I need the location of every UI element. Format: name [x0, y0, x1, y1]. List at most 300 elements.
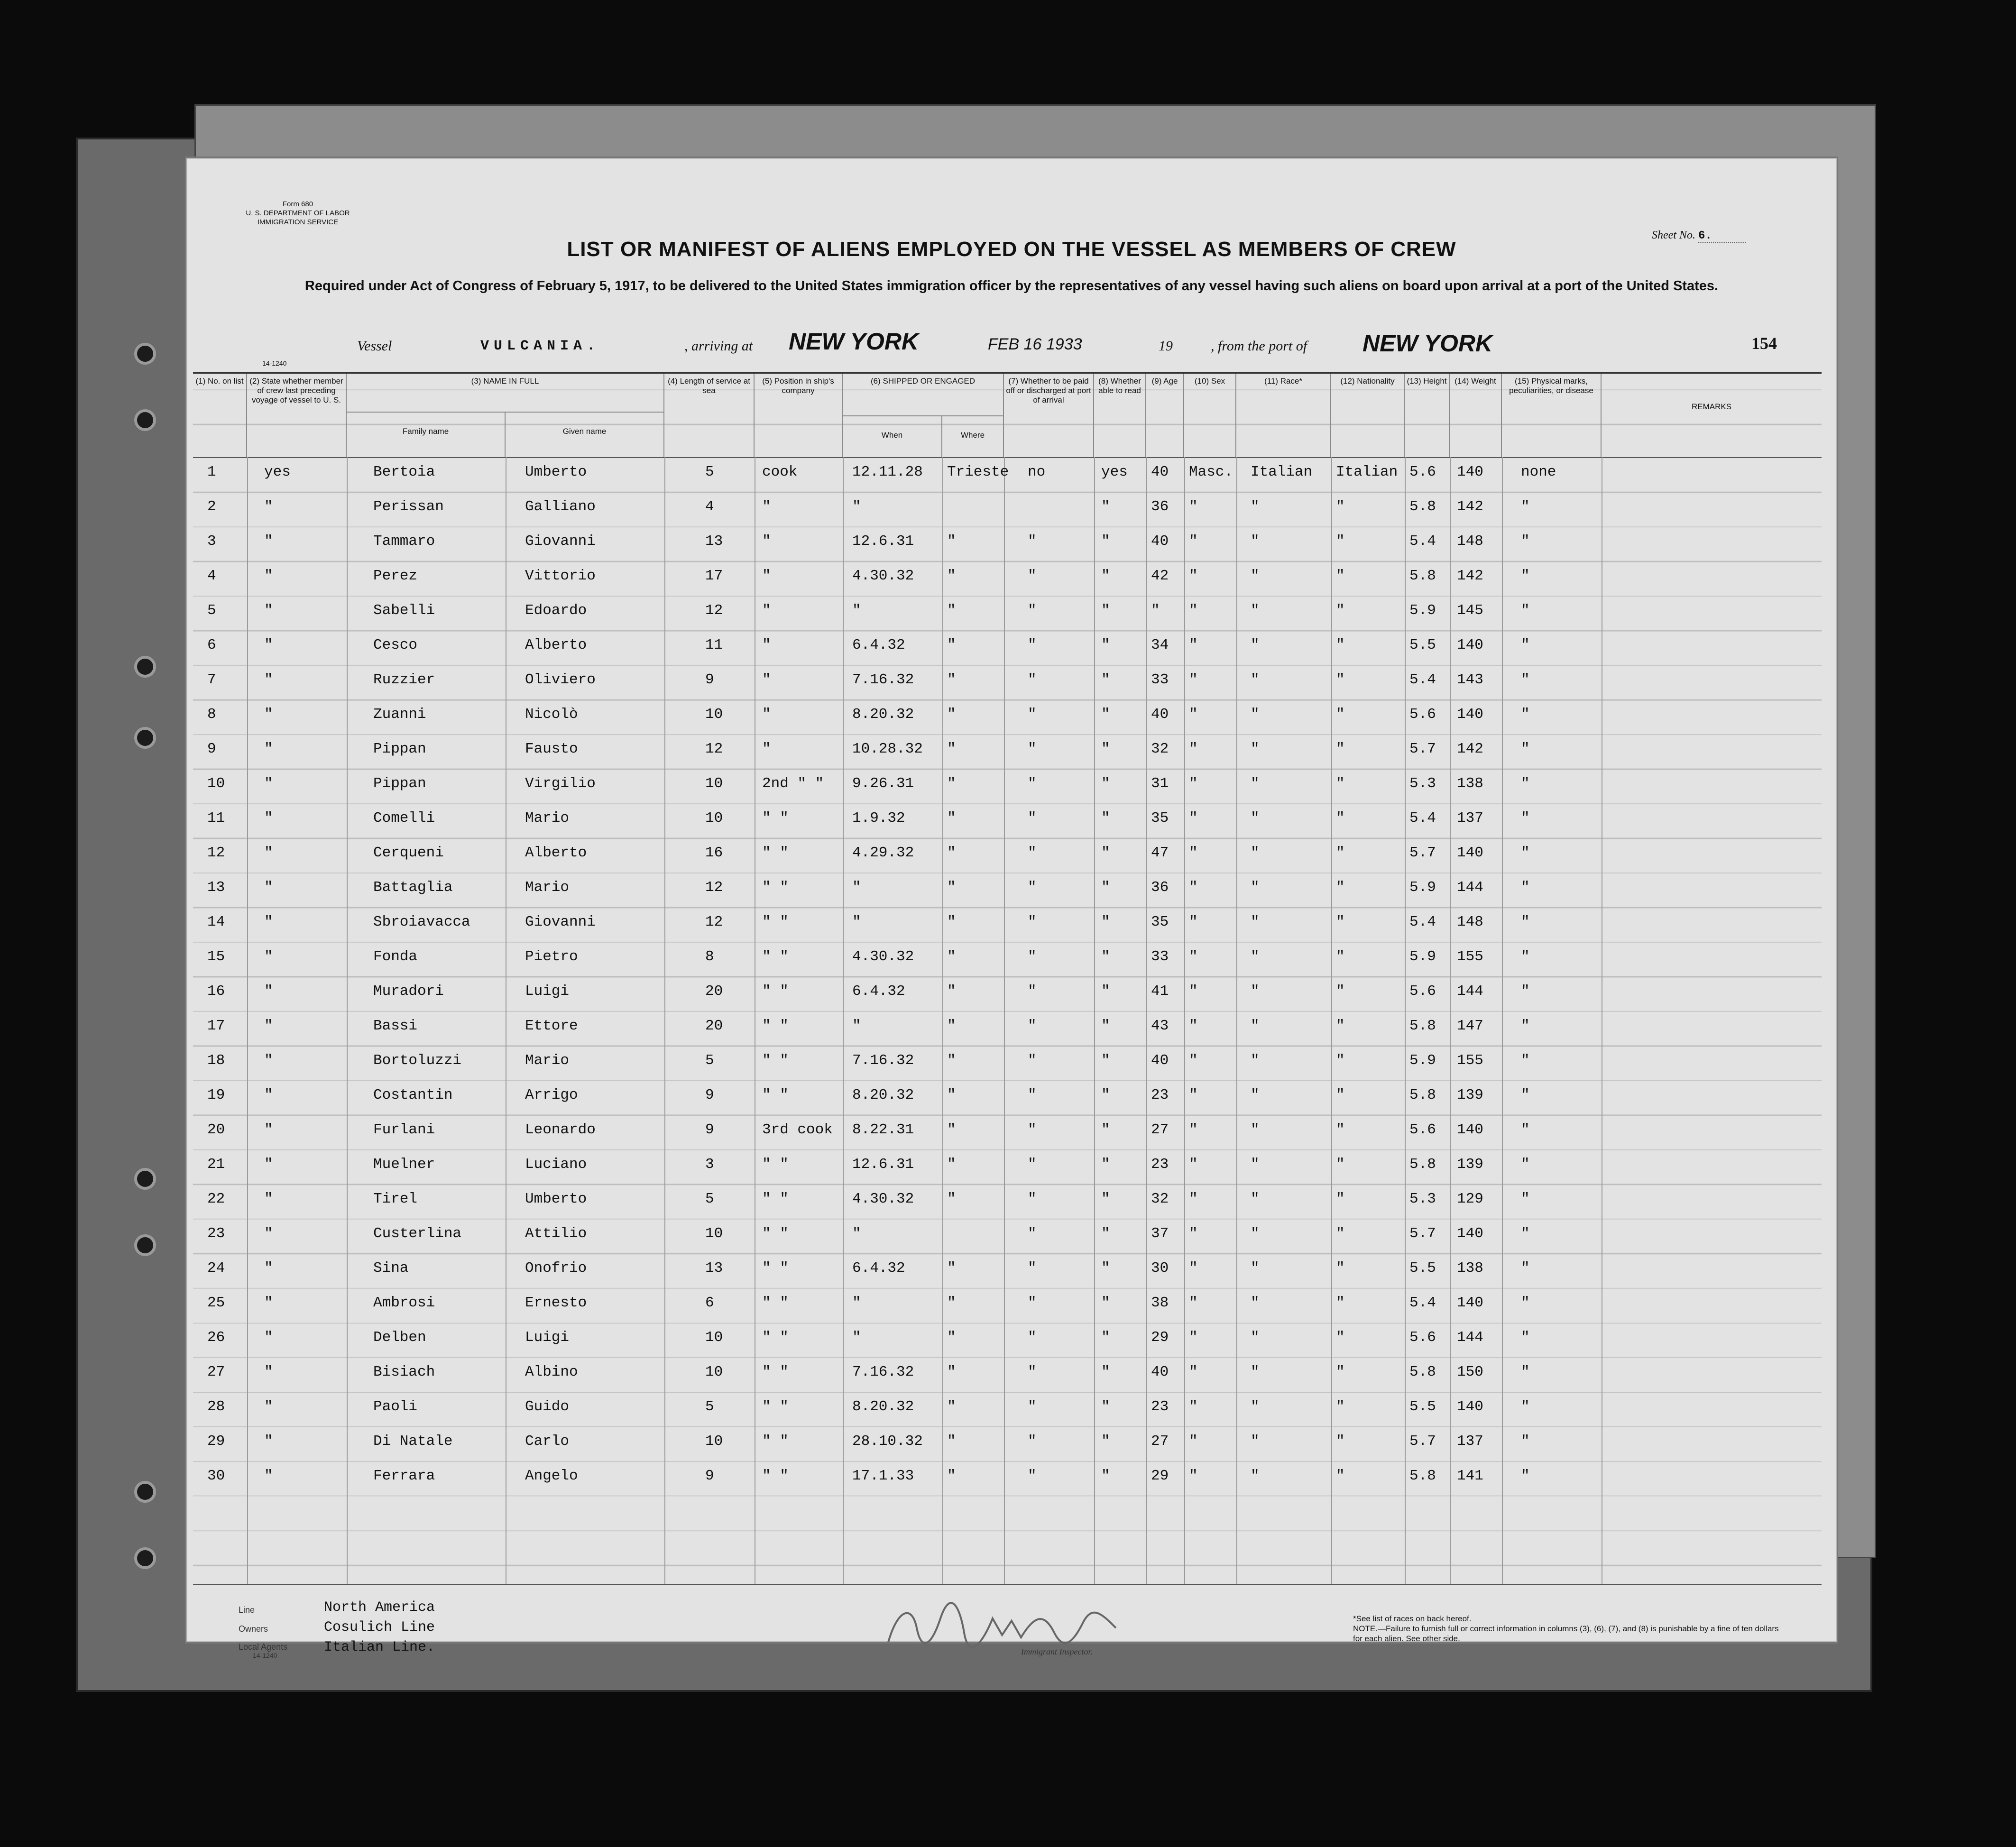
- sex-cell: ": [1189, 568, 1198, 584]
- column-header-nationality: (12) Nationality: [1331, 374, 1405, 457]
- able-to-read-cell: ": [1101, 1087, 1110, 1103]
- paid-off-cell: ": [1028, 914, 1037, 930]
- sex-cell: Masc.: [1189, 464, 1234, 480]
- table-row: [193, 908, 1822, 943]
- age-cell: 31: [1151, 775, 1169, 792]
- age-cell: 34: [1151, 637, 1169, 653]
- position-cell: " ": [762, 1156, 789, 1173]
- nationality-cell: ": [1336, 1052, 1345, 1069]
- shipped-when-cell: 1.9.32: [852, 810, 905, 827]
- previous-voyage-cell: ": [264, 533, 273, 550]
- table-row: [193, 1116, 1822, 1150]
- given-name-cell: Luciano: [525, 1156, 587, 1173]
- previous-voyage-cell: ": [264, 1018, 273, 1034]
- nationality-cell: ": [1336, 533, 1345, 550]
- family-name-cell: Pippan: [373, 775, 426, 792]
- column-header-family-name: Family name: [347, 412, 506, 457]
- family-name-cell: Sina: [373, 1260, 409, 1277]
- weight-cell: 142: [1457, 568, 1483, 584]
- able-to-read-cell: ": [1101, 533, 1110, 550]
- previous-voyage-cell: ": [264, 845, 273, 861]
- nationality-cell: Italian: [1336, 464, 1398, 480]
- service-length-cell: 6: [705, 1295, 714, 1311]
- weight-cell: 140: [1457, 1225, 1483, 1242]
- race-cell: ": [1251, 1156, 1260, 1173]
- able-to-read-cell: ": [1101, 568, 1110, 584]
- punch-hole: [134, 1168, 156, 1190]
- position-cell: " ": [762, 1364, 789, 1380]
- shipped-where-cell: ": [947, 1052, 956, 1069]
- height-cell: 5.6: [1409, 1121, 1436, 1138]
- paid-off-cell: ": [1028, 948, 1037, 965]
- table-row: [193, 770, 1822, 804]
- paid-off-cell: ": [1028, 845, 1037, 861]
- form-header: [243, 200, 352, 227]
- table-row: [193, 873, 1822, 908]
- nationality-cell: ": [1336, 1433, 1345, 1450]
- age-cell: ": [1151, 602, 1160, 619]
- age-cell: 43: [1151, 1018, 1169, 1034]
- age-cell: 33: [1151, 948, 1169, 965]
- nationality-cell: ": [1336, 1121, 1345, 1138]
- physical-marks-cell: ": [1521, 671, 1530, 688]
- nationality-cell: ": [1336, 671, 1345, 688]
- given-name-cell: Guido: [525, 1398, 570, 1415]
- position-cell: " ": [762, 845, 789, 861]
- shipped-where-cell: ": [947, 671, 956, 688]
- weight-cell: 150: [1457, 1364, 1483, 1380]
- sex-cell: ": [1189, 533, 1198, 550]
- able-to-read-cell: ": [1101, 498, 1110, 515]
- family-name-cell: Ambrosi: [373, 1295, 435, 1311]
- shipped-when-cell: 4.30.32: [852, 1191, 914, 1207]
- weight-cell: 140: [1457, 1295, 1483, 1311]
- height-cell: 5.5: [1409, 1260, 1436, 1277]
- physical-marks-cell: ": [1521, 1121, 1530, 1138]
- shipped-when-cell: 9.26.31: [852, 775, 914, 792]
- race-cell: ": [1251, 671, 1260, 688]
- weight-cell: 143: [1457, 671, 1483, 688]
- vessel-name: VULCANIA.: [480, 338, 600, 354]
- sex-cell: ": [1189, 1052, 1198, 1069]
- height-cell: 5.7: [1409, 741, 1436, 757]
- position-cell: " ": [762, 1468, 789, 1484]
- paid-off-cell: ": [1028, 1260, 1037, 1277]
- height-cell: 5.8: [1409, 1468, 1436, 1484]
- able-to-read-cell: ": [1101, 1468, 1110, 1484]
- local-agents-value: Italian Line.: [324, 1639, 435, 1655]
- age-cell: 29: [1151, 1329, 1169, 1346]
- table-row: [193, 1220, 1822, 1254]
- nationality-cell: ": [1336, 810, 1345, 827]
- shipped-where-cell: ": [947, 1433, 956, 1450]
- position-cell: ": [762, 498, 771, 515]
- weight-cell: 129: [1457, 1191, 1483, 1207]
- row-number: 21: [207, 1156, 225, 1173]
- sheet-number-value: 6.: [1698, 230, 1746, 243]
- nationality-cell: ": [1336, 706, 1345, 723]
- sex-cell: ": [1189, 879, 1198, 896]
- row-number: 11: [207, 810, 225, 827]
- position-cell: " ": [762, 948, 789, 965]
- nationality-cell: ": [1336, 1398, 1345, 1415]
- shipped-where-cell: ": [947, 1398, 956, 1415]
- race-cell: ": [1251, 1087, 1260, 1103]
- service-length-cell: 13: [705, 1260, 723, 1277]
- shipped-when-cell: 12.6.31: [852, 533, 914, 550]
- height-cell: 5.6: [1409, 706, 1436, 723]
- shipped-where-cell: ": [947, 1156, 956, 1173]
- nationality-cell: ": [1336, 775, 1345, 792]
- service-length-cell: 9: [705, 1468, 714, 1484]
- sex-cell: ": [1189, 1156, 1198, 1173]
- row-number: 20: [207, 1121, 225, 1138]
- sex-cell: ": [1189, 845, 1198, 861]
- from-port-label: , from the port of: [1211, 338, 1307, 354]
- shipped-where-cell: ": [947, 568, 956, 584]
- service-length-cell: 10: [705, 775, 723, 792]
- weight-cell: 140: [1457, 845, 1483, 861]
- previous-voyage-cell: ": [264, 879, 273, 896]
- race-cell: ": [1251, 983, 1260, 1000]
- shipped-where-cell: ": [947, 914, 956, 930]
- previous-voyage-cell: ": [264, 706, 273, 723]
- age-cell: 40: [1151, 464, 1169, 480]
- race-cell: ": [1251, 1260, 1260, 1277]
- column-header-able-to-read: (8) Whether able to read: [1094, 374, 1146, 457]
- column-header-length-of-service: (4) Length of service at sea: [664, 374, 755, 457]
- column-header-remarks: REMARKS: [1691, 402, 1732, 411]
- height-cell: 5.5: [1409, 637, 1436, 653]
- given-name-cell: Ernesto: [525, 1295, 587, 1311]
- position-cell: ": [762, 741, 771, 757]
- given-name-cell: Vittorio: [525, 568, 596, 584]
- able-to-read-cell: ": [1101, 983, 1110, 1000]
- service-length-cell: 10: [705, 810, 723, 827]
- shipped-where-cell: ": [947, 879, 956, 896]
- position-cell: ": [762, 568, 771, 584]
- position-cell: ": [762, 671, 771, 688]
- race-cell: ": [1251, 1121, 1260, 1138]
- physical-marks-cell: ": [1521, 810, 1530, 827]
- column-header-previous-voyage: (2) State whether member of crew last preceding voyage of vessel to U. S.: [247, 374, 347, 457]
- shipped-where-cell: ": [947, 810, 956, 827]
- weight-cell: 144: [1457, 879, 1483, 896]
- family-name-cell: Cerqueni: [373, 845, 444, 861]
- service-length-cell: 9: [705, 1087, 714, 1103]
- given-name-cell: Umberto: [525, 1191, 587, 1207]
- position-cell: 3rd cook: [762, 1121, 833, 1138]
- paid-off-cell: ": [1028, 1364, 1037, 1380]
- able-to-read-cell: ": [1101, 1260, 1110, 1277]
- column-header-where: Where: [942, 415, 1004, 457]
- row-number: 27: [207, 1364, 225, 1380]
- shipped-when-cell: ": [852, 1295, 861, 1311]
- nationality-cell: ": [1336, 1225, 1345, 1242]
- service-length-cell: 9: [705, 1121, 714, 1138]
- nationality-cell: ": [1336, 1295, 1345, 1311]
- sex-cell: ": [1189, 671, 1198, 688]
- height-cell: 5.3: [1409, 1191, 1436, 1207]
- column-header-age: (9) Age: [1146, 374, 1184, 457]
- age-cell: 23: [1151, 1398, 1169, 1415]
- family-name-cell: Di Natale: [373, 1433, 453, 1450]
- line-label: Line: [239, 1605, 255, 1615]
- shipped-where-cell: ": [947, 1191, 956, 1207]
- family-name-cell: Paoli: [373, 1398, 418, 1415]
- arrival-date-stamp: FEB 16 1933: [988, 335, 1082, 353]
- able-to-read-cell: ": [1101, 1433, 1110, 1450]
- nationality-cell: ": [1336, 1364, 1345, 1380]
- nationality-cell: ": [1336, 602, 1345, 619]
- race-cell: ": [1251, 810, 1260, 827]
- able-to-read-cell: ": [1101, 810, 1110, 827]
- row-number: 10: [207, 775, 225, 792]
- able-to-read-cell: ": [1101, 845, 1110, 861]
- family-name-cell: Furlani: [373, 1121, 435, 1138]
- weight-cell: 137: [1457, 1433, 1483, 1450]
- given-name-cell: Giovanni: [525, 533, 596, 550]
- physical-marks-cell: ": [1521, 602, 1530, 619]
- race-cell: ": [1251, 775, 1260, 792]
- family-name-cell: Bortoluzzi: [373, 1052, 462, 1069]
- paid-off-cell: ": [1028, 1398, 1037, 1415]
- previous-voyage-cell: ": [264, 1398, 273, 1415]
- sex-cell: ": [1189, 914, 1198, 930]
- family-name-cell: Bertoia: [373, 464, 435, 480]
- column-header-physical-marks: (15) Physical marks, peculiarities, or disease: [1502, 374, 1602, 457]
- table-row: [193, 839, 1822, 873]
- family-name-cell: Bisiach: [373, 1364, 435, 1380]
- physical-marks-cell: ": [1521, 1052, 1530, 1069]
- age-cell: 35: [1151, 810, 1169, 827]
- column-header-weight: (14) Weight: [1450, 374, 1502, 457]
- service-length-cell: 9: [705, 671, 714, 688]
- weight-cell: 144: [1457, 1329, 1483, 1346]
- punch-hole: [134, 727, 156, 749]
- from-port: NEW YORK: [1362, 330, 1493, 357]
- paid-off-cell: ": [1028, 1433, 1037, 1450]
- height-cell: 5.8: [1409, 1156, 1436, 1173]
- shipped-when-cell: 8.20.32: [852, 706, 914, 723]
- manifest-footer: [186, 1595, 1837, 1659]
- shipped-when-cell: 7.16.32: [852, 1364, 914, 1380]
- table-row: [193, 1323, 1822, 1358]
- shipped-where-cell: ": [947, 948, 956, 965]
- height-cell: 5.4: [1409, 914, 1436, 930]
- service-length-cell: 10: [705, 1225, 723, 1242]
- position-cell: ": [762, 637, 771, 653]
- sex-cell: ": [1189, 1364, 1198, 1380]
- previous-voyage-cell: ": [264, 983, 273, 1000]
- able-to-read-cell: ": [1101, 1225, 1110, 1242]
- shipped-where-cell: ": [947, 1087, 956, 1103]
- owners-value: Cosulich Line: [324, 1619, 435, 1636]
- table-row: [193, 1358, 1822, 1393]
- manifest-sheet: [185, 156, 1838, 1659]
- height-cell: 5.8: [1409, 1018, 1436, 1034]
- race-cell: ": [1251, 914, 1260, 930]
- age-cell: 23: [1151, 1087, 1169, 1103]
- shipped-when-cell: 8.20.32: [852, 1398, 914, 1415]
- previous-voyage-cell: ": [264, 1433, 273, 1450]
- race-cell: ": [1251, 1018, 1260, 1034]
- paid-off-cell: ": [1028, 1121, 1037, 1138]
- family-name-cell: Cesco: [373, 637, 418, 653]
- paid-off-cell: ": [1028, 671, 1037, 688]
- paid-off-cell: no: [1028, 464, 1046, 480]
- race-cell: ": [1251, 1364, 1260, 1380]
- document-title: LIST OR MANIFEST OF ALIENS EMPLOYED ON THE VESSEL AS MEMBERS OF CREW: [567, 238, 1456, 261]
- age-cell: 35: [1151, 914, 1169, 930]
- able-to-read-cell: yes: [1101, 464, 1128, 480]
- shipped-where-cell: ": [947, 845, 956, 861]
- weight-cell: 148: [1457, 914, 1483, 930]
- weight-cell: 140: [1457, 637, 1483, 653]
- sex-cell: ": [1189, 1295, 1198, 1311]
- paid-off-cell: ": [1028, 741, 1037, 757]
- family-name-cell: Bassi: [373, 1018, 418, 1034]
- service-length-cell: 10: [705, 1364, 723, 1380]
- table-row: [193, 1254, 1822, 1289]
- position-cell: " ": [762, 810, 789, 827]
- shipped-when-cell: 12.11.28: [852, 464, 923, 480]
- service-length-cell: 20: [705, 983, 723, 1000]
- position-cell: " ": [762, 1225, 789, 1242]
- row-number: 1: [207, 464, 216, 480]
- height-cell: 5.7: [1409, 845, 1436, 861]
- given-name-cell: Luigi: [525, 1329, 570, 1346]
- age-cell: 40: [1151, 1052, 1169, 1069]
- form-number: Form 680: [282, 200, 313, 208]
- given-name-cell: Albino: [525, 1364, 578, 1380]
- physical-marks-cell: ": [1521, 1260, 1530, 1277]
- position-cell: " ": [762, 983, 789, 1000]
- nationality-cell: ": [1336, 1087, 1345, 1103]
- row-number: 19: [207, 1087, 225, 1103]
- height-cell: 5.6: [1409, 1329, 1436, 1346]
- physical-marks-cell: ": [1521, 498, 1530, 515]
- row-number: 28: [207, 1398, 225, 1415]
- physical-marks-cell: ": [1521, 1433, 1530, 1450]
- column-header-sex: (10) Sex: [1184, 374, 1236, 457]
- row-number: 13: [207, 879, 225, 896]
- able-to-read-cell: ": [1101, 706, 1110, 723]
- previous-voyage-cell: yes: [264, 464, 291, 480]
- given-name-cell: Nicolò: [525, 706, 578, 723]
- nationality-cell: ": [1336, 1156, 1345, 1173]
- sheet-number-label: Sheet No.: [1652, 229, 1695, 241]
- race-cell: ": [1251, 706, 1260, 723]
- height-cell: 5.9: [1409, 879, 1436, 896]
- previous-voyage-cell: ": [264, 1295, 273, 1311]
- shipped-when-cell: 6.4.32: [852, 1260, 905, 1277]
- previous-voyage-cell: ": [264, 1468, 273, 1484]
- shipped-where-cell: ": [947, 1121, 956, 1138]
- table-row: [193, 527, 1822, 562]
- shipped-where-cell: ": [947, 637, 956, 653]
- row-number: 6: [207, 637, 216, 653]
- able-to-read-cell: ": [1101, 1295, 1110, 1311]
- sex-cell: ": [1189, 602, 1198, 619]
- family-name-cell: Pippan: [373, 741, 426, 757]
- physical-marks-cell: ": [1521, 948, 1530, 965]
- physical-marks-cell: ": [1521, 568, 1530, 584]
- shipped-when-cell: 7.16.32: [852, 671, 914, 688]
- nationality-cell: ": [1336, 1260, 1345, 1277]
- previous-voyage-cell: ": [264, 1225, 273, 1242]
- physical-marks-cell: ": [1521, 706, 1530, 723]
- age-cell: 40: [1151, 533, 1169, 550]
- able-to-read-cell: ": [1101, 775, 1110, 792]
- line-value: North America: [324, 1599, 435, 1616]
- shipped-when-cell: 6.4.32: [852, 637, 905, 653]
- physical-marks-cell: ": [1521, 879, 1530, 896]
- table-row: [193, 1289, 1822, 1323]
- shipped-where-cell: ": [947, 533, 956, 550]
- shipped-where-cell: ": [947, 1018, 956, 1034]
- column-header-position: (5) Position in ship's company: [755, 374, 843, 457]
- service-length-cell: 10: [705, 1433, 723, 1450]
- shipped-when-cell: 12.6.31: [852, 1156, 914, 1173]
- weight-cell: 138: [1457, 775, 1483, 792]
- race-cell: ": [1251, 741, 1260, 757]
- column-header-paid-off: (7) Whether to be paid off or discharged at port of arrival: [1004, 374, 1094, 457]
- column-header-height: (13) Height: [1405, 374, 1450, 457]
- weight-cell: 148: [1457, 533, 1483, 550]
- previous-voyage-cell: ": [264, 602, 273, 619]
- punch-hole: [134, 1234, 156, 1256]
- table-row: [193, 943, 1822, 977]
- physical-marks-cell: ": [1521, 914, 1530, 930]
- age-cell: 32: [1151, 741, 1169, 757]
- weight-cell: 144: [1457, 983, 1483, 1000]
- nationality-cell: ": [1336, 1018, 1345, 1034]
- table-row: [193, 493, 1822, 527]
- row-number: 9: [207, 741, 216, 757]
- given-name-cell: Luigi: [525, 983, 570, 1000]
- paid-off-cell: ": [1028, 1295, 1037, 1311]
- weight-cell: 139: [1457, 1087, 1483, 1103]
- row-number: 18: [207, 1052, 225, 1069]
- weight-cell: 147: [1457, 1018, 1483, 1034]
- age-cell: 33: [1151, 671, 1169, 688]
- sex-cell: ": [1189, 498, 1198, 515]
- weight-cell: 142: [1457, 498, 1483, 515]
- row-number: 23: [207, 1225, 225, 1242]
- shipped-when-cell: ": [852, 1225, 861, 1242]
- shipped-when-cell: 6.4.32: [852, 983, 905, 1000]
- previous-voyage-cell: ": [264, 1121, 273, 1138]
- age-cell: 30: [1151, 1260, 1169, 1277]
- shipped-where-cell: ": [947, 983, 956, 1000]
- crew-manifest-table: [193, 372, 1822, 1585]
- family-name-cell: Tirel: [373, 1191, 418, 1207]
- shipped-when-cell: 4.29.32: [852, 845, 914, 861]
- height-cell: 5.9: [1409, 948, 1436, 965]
- row-number: 3: [207, 533, 216, 550]
- shipped-when-cell: 8.20.32: [852, 1087, 914, 1103]
- physical-marks-cell: ": [1521, 1191, 1530, 1207]
- row-number: 4: [207, 568, 216, 584]
- service-length-cell: 11: [705, 637, 723, 653]
- weight-cell: 155: [1457, 1052, 1483, 1069]
- family-name-cell: Custerlina: [373, 1225, 462, 1242]
- physical-marks-cell: ": [1521, 1398, 1530, 1415]
- table-row: [193, 1185, 1822, 1220]
- shipped-when-cell: ": [852, 1018, 861, 1034]
- row-number: 22: [207, 1191, 225, 1207]
